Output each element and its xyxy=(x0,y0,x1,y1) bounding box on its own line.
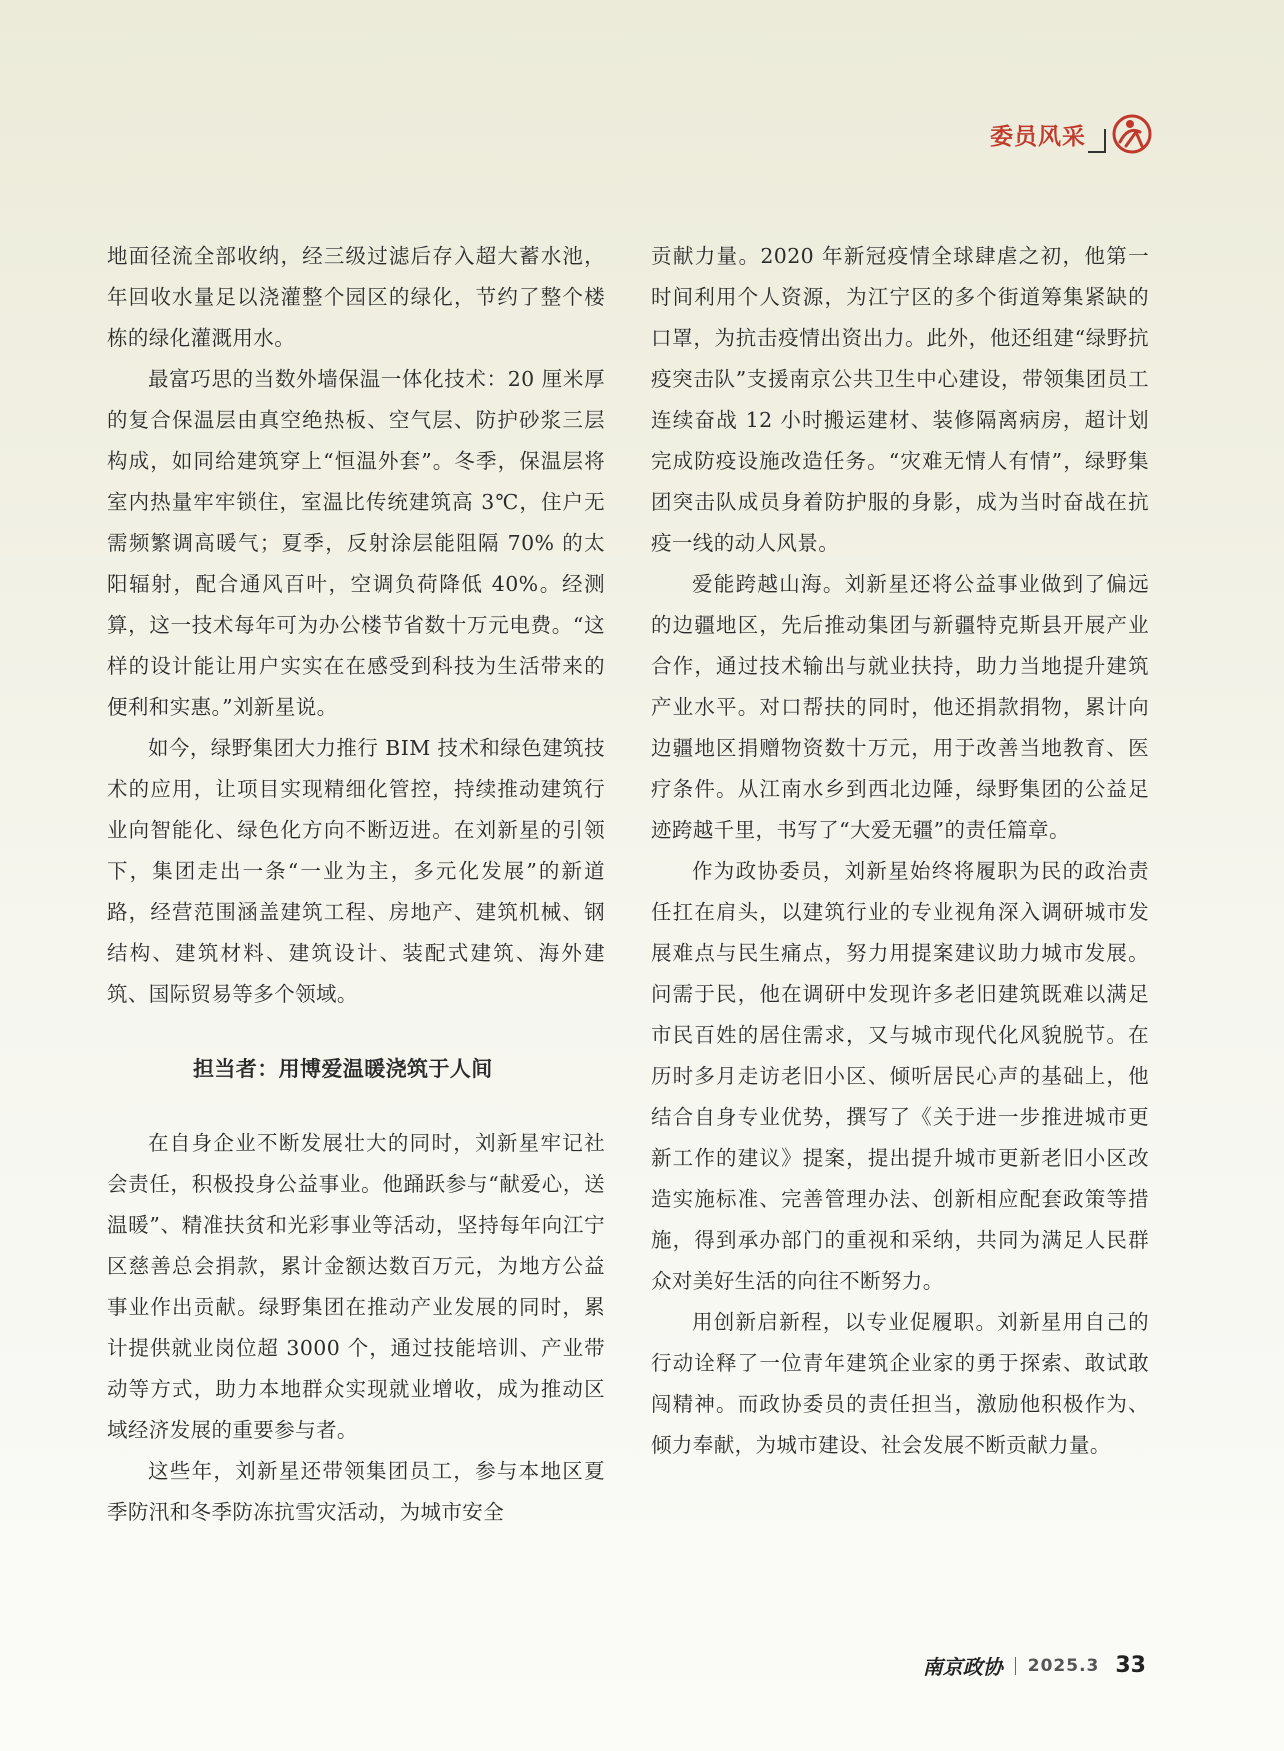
magazine-name: 南京政协 xyxy=(922,1655,1003,1679)
subheading: 担当者：用博爱温暖浇筑于人间 xyxy=(193,1057,493,1081)
left-column xyxy=(107,236,605,1533)
header-bracket xyxy=(1088,129,1106,153)
section-title: 委员风采 xyxy=(990,123,1086,150)
paragraph: 最富巧思的当数外墙保温一体化技术：20 厘米厚的复合保温层由真空绝热板、空气层、防护砂浆三层构成，如同给建筑穿上“恒温外套”。冬季，保温层将室内热量牢牢锁住，室温比传统建筑高 3℃，住户无需频繁调高暖气；夏季，反射涂层能阻隔 70% 的太阳辐射，配合通风百叶，空调负荷降低 40%。经测算，这一技术每年可为办公楼节省数十万元电费。“这样的设计能让用户实实在在感受到科技为生活带来的便利和实惠。”刘新星说。 xyxy=(107,367,605,719)
paragraph: 如今，绿野集团大力推行 BIM 技术和绿色建筑技术的应用，让项目实现精细化管控，持续推动建筑行业向智能化、绿色化方向不断迈进。在刘新星的引领下，集团走出一条“一业为主，多元化发展”的新道路，经营范围涵盖建筑工程、房地产、建筑机械、钢结构、建筑材料、建筑设计、装配式建筑、海外建筑、国际贸易等多个领域。 xyxy=(107,736,605,1006)
page-number: 33 xyxy=(1115,1653,1146,1678)
paragraph: 这些年，刘新星还带领集团员工，参与本地区夏季防汛和冬季防冻抗雪灾活动，为城市安全 xyxy=(107,1459,605,1524)
footer-divider xyxy=(1015,1657,1016,1675)
right-column xyxy=(651,236,1149,1466)
paragraph: 在自身企业不断发展壮大的同时，刘新星牢记社会责任，积极投身公益事业。他踊跃参与“献爱心，送温暖”、精准扶贫和光彩事业等活动，坚持每年向江宁区慈善总会捐款，累计金额达数百万元，为地方公益事业作出贡献。绿野集团在推动产业发展的同时，累计提供就业岗位超 3000 个，通过技能培训、产业带动等方式，助力本地群众实现就业增收，成为推动区域经济发展的重要参与者。 xyxy=(107,1131,605,1442)
paragraph: 用创新启新程，以专业促履职。刘新星用自己的行动诠释了一位青年建筑企业家的勇于探索、敢试敢闯精神。而政协委员的责任担当，激励他积极作为、倾力奉献，为城市建设、社会发展不断贡献力量。 xyxy=(651,1310,1149,1457)
paragraph: 爱能跨越山海。刘新星还将公益事业做到了偏远的边疆地区，先后推动集团与新疆特克斯县开展产业合作，通过技术输出与就业扶持，助力当地提升建筑产业水平。对口帮扶的同时，他还捐款捐物，累计向边疆地区捐赠物资数十万元，用于改善当地教育、医疗条件。从江南水乡到西北边陲，绿野集团的公益足迹跨越千里，书写了“大爱无疆”的责任篇章。 xyxy=(651,572,1149,842)
cppcc-logo-icon xyxy=(1110,112,1154,156)
paragraph: 贡献力量。2020 年新冠疫情全球肆虐之初，他第一时间利用个人资源，为江宁区的多个街道筹集紧缺的口罩，为抗击疫情出资出力。此外，他还组建“绿野抗疫突击队”支援南京公共卫生中心建设，带领集团员工连续奋战 12 小时搬运建材、装修隔离病房，超计划完成防疫设施改造任务。“灾难无情人有情”，绿野集团突击队成员身着防护服的身影，成为当时奋战在抗疫一线的动人风景。 xyxy=(651,244,1149,555)
page-footer xyxy=(923,1651,1146,1680)
section-header xyxy=(990,112,1154,156)
paragraph: 地面径流全部收纳，经三级过滤后存入超大蓄水池，年回收水量足以浇灌整个园区的绿化，节约了整个楼栋的绿化灌溉用水。 xyxy=(107,244,605,350)
issue-number: 2025.3 xyxy=(1027,1655,1100,1676)
paragraph: 作为政协委员，刘新星始终将履职为民的政治责任扛在肩头，以建筑行业的专业视角深入调研城市发展难点与民生痛点，努力用提案建议助力城市发展。问需于民，他在调研中发现许多老旧建筑既难以满足市民百姓的居住需求，又与城市现代化风貌脱节。在历时多月走访老旧小区、倾听居民心声的基础上，他结合自身专业优势，撰写了《关于进一步推进城市更新工作的建议》提案，提出提升城市更新老旧小区改造实施标准、完善管理办法、创新相应配套政策等措施，得到承办部门的重视和采纳，共同为满足人民群众对美好生活的向往不断努力。 xyxy=(651,859,1149,1293)
